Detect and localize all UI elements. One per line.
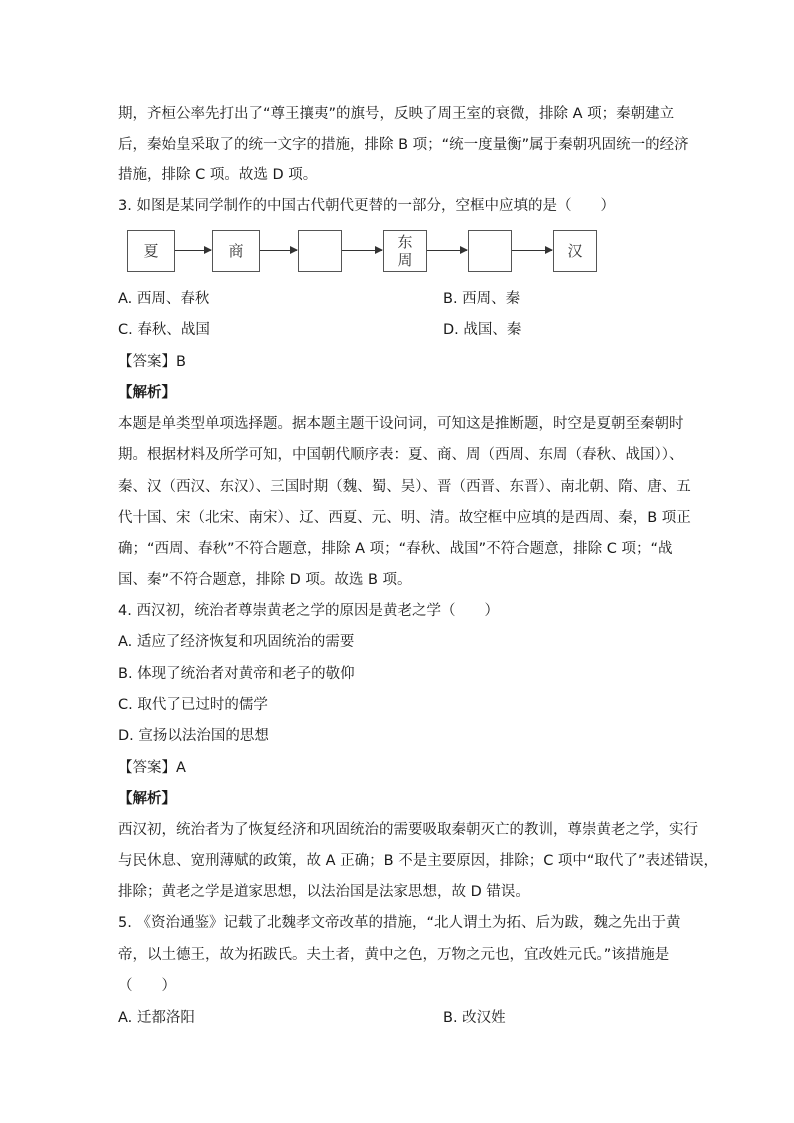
q5-option-a: A. 迁都洛阳 (118, 1010, 195, 1026)
q4-option-c: C. 取代了已过时的儒学 (118, 697, 268, 713)
q3-analysis-line: 本题是单类型单项选择题。据本题主题干设问词，可知这是推断题，时空是夏朝至秦朝时 (118, 416, 684, 432)
q3-analysis-line: 国、秦”不符合题意，排除 D 项。故选 B 项。 (118, 572, 412, 588)
analysis-text-line: 后，秦始皇采取了的统一文字的措施，排除 B 项；“统一度量衡”属于秦朝巩固统一的经济 (118, 137, 689, 153)
q3-analysis-line: 期。根据材料及所学可知，中国朝代顺序表：夏、商、周（西周、东周（春秋、战国））、 (118, 447, 684, 463)
q3-analysis-line: 代十国、宋（北宋、南宋）、辽、西夏、元、明、清。故空框中应填的是西周、秦，B 项正 (118, 510, 691, 526)
flow-arrow (260, 250, 297, 251)
q4-answer: 【答案】A (118, 760, 186, 776)
flow-box-blank-1 (298, 230, 342, 272)
analysis-text-line: 期，齐桓公率先打出了“尊王攘夷”的旗号，反映了周王室的衰微，排除 A 项；秦朝建立 (118, 106, 675, 122)
q3-answer: 【答案】B (118, 354, 186, 370)
flow-box-shang: 商 (212, 230, 260, 272)
q3-analysis-line: 确；“西周、春秋”不符合题意，排除 A 项；“春秋、战国”不符合题意，排除 C 项；“战 (118, 541, 673, 557)
q4-option-b: B. 体现了统治者对黄帝和老子的敬仰 (118, 666, 355, 682)
q3-option-d: D. 战国、秦 (443, 322, 522, 338)
flow-box-xia: 夏 (127, 230, 175, 272)
q4-analysis-line: 与民休息、宽刑薄赋的政策，故 A 正确；B 不是主要原因，排除；C 项中“取代了”表述错误， (118, 853, 718, 869)
q3-option-c: C. 春秋、战国 (118, 322, 210, 338)
flow-arrow (512, 250, 552, 251)
question-3-stem: 3. 如图是某同学制作的中国古代朝代更替的一部分，空框中应填的是（ ） (118, 198, 615, 214)
q4-option-a: A. 适应了经济恢复和巩固统治的需要 (118, 634, 355, 650)
q3-analysis-line: 秦、汉（西汉、东汉）、三国时期（魏、蜀、吴）、晋（西晋、东晋）、南北朝、隋、唐、五 (118, 479, 691, 495)
flow-arrow (175, 250, 211, 251)
dynasty-flow-diagram (127, 230, 597, 272)
question-5-stem: （ ） (118, 978, 176, 994)
q4-option-d: D. 宣扬以法治国的思想 (118, 728, 269, 744)
question-5-stem: 5. 《资治通鉴》记载了北魏孝文帝改革的措施，“北人谓土为拓、后为跋，魏之先出于黄 (118, 915, 681, 931)
q4-analysis-title: 【解析】 (118, 791, 176, 807)
flow-arrow (427, 250, 467, 251)
q5-option-b: B. 改汉姓 (443, 1010, 506, 1026)
q3-option-b: B. 西周、秦 (443, 291, 521, 307)
flow-box-han: 汉 (553, 230, 597, 272)
q4-analysis-line: 西汉初，统治者为了恢复经济和巩固统治的需要吸取秦朝灭亡的教训，尊崇黄老之学，实行 (118, 822, 698, 838)
q4-analysis-line: 排除；黄老之学是道家思想，以法治国是法家思想，故 D 错误。 (118, 884, 530, 900)
question-5-stem: 帝，以土德王，故为拓跋氏。夫土者，黄中之色，万物之元也，宜改姓元氏。”该措施是 (118, 947, 670, 963)
flow-box-blank-2 (468, 230, 512, 272)
q3-analysis-title: 【解析】 (118, 385, 176, 401)
flow-box-dongzhou: 东 周 (383, 230, 427, 272)
q3-option-a: A. 西周、春秋 (118, 291, 210, 307)
analysis-text-line: 措施，排除 C 项。故选 D 项。 (118, 167, 318, 183)
flow-arrow (342, 250, 382, 251)
question-4-stem: 4. 西汉初，统治者尊崇黄老之学的原因是黄老之学（ ） (118, 603, 499, 619)
